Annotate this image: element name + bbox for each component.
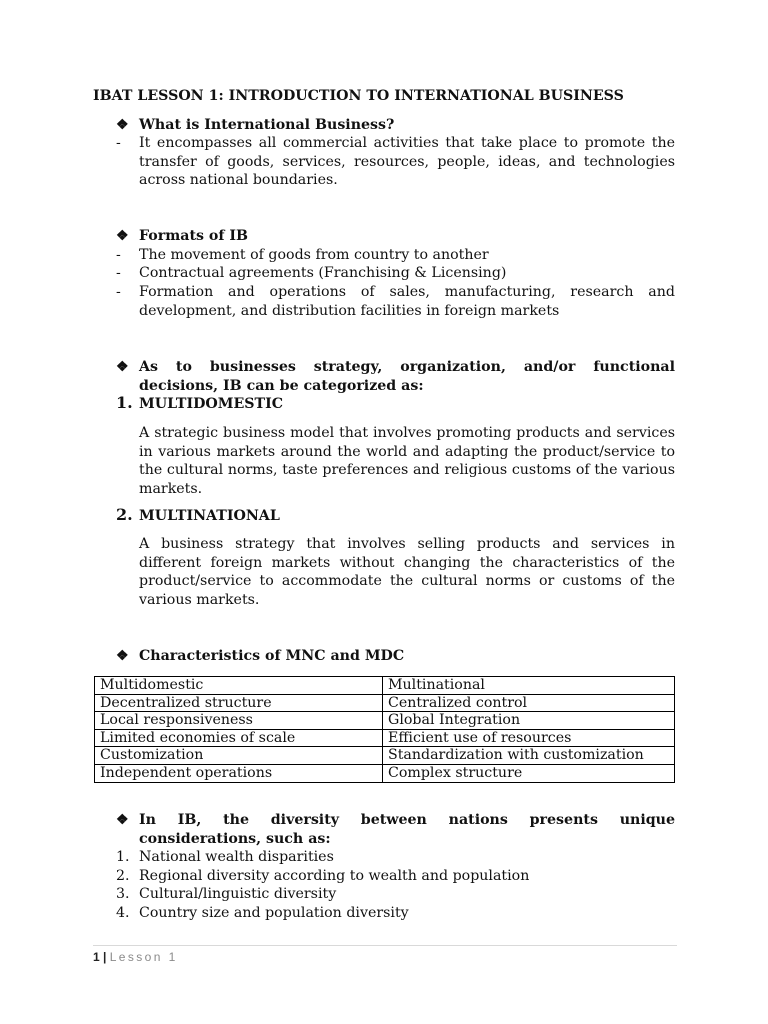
- category-heading-multinational: [116, 507, 675, 526]
- heading-text: In IB, the diversity between nations presents unique considerations, such as:: [139, 812, 675, 847]
- list-item-text: It encompasses all commercial activities that take place to promote the transfer of goods, services, resources, people, ideas, and technologies across national boundaries.: [139, 135, 675, 188]
- category-description: A strategic business model that involves promoting products and services in various markets around the world and adapting the product/service to the cultural norms, taste preferences and religious customs of the various markets.: [139, 425, 675, 497]
- diamond-bullet-icon: ❖: [116, 228, 129, 244]
- heading-text: What is International Business?: [139, 117, 395, 133]
- diamond-bullet-icon: ❖: [116, 648, 129, 664]
- table-cell: Centralized control: [383, 694, 675, 712]
- document-title: IBAT LESSON 1: INTRODUCTION TO INTERNATIONAL BUSINESS: [93, 88, 624, 104]
- characteristics-table: [94, 676, 675, 783]
- footer-separator: |: [103, 950, 107, 964]
- diamond-bullet-icon: ❖: [116, 117, 129, 133]
- section-heading-strategy: [116, 358, 675, 395]
- table-cell: Local responsiveness: [95, 712, 383, 730]
- section-heading-what-is-ib: [116, 116, 675, 135]
- list-item: [116, 867, 675, 886]
- heading-text: Characteristics of MNC and MDC: [139, 648, 405, 664]
- list-item-text: Formation and operations of sales, manufacturing, research and development, and distribution facilities in foreign markets: [139, 284, 675, 319]
- section-heading-diversity: [116, 811, 675, 848]
- list-number: 4.: [116, 904, 130, 921]
- table-row: [95, 747, 675, 765]
- category-name: MULTIDOMESTIC: [139, 396, 284, 412]
- page-number: 1: [93, 950, 100, 964]
- page-footer: [93, 948, 178, 967]
- diversity-list: [116, 848, 675, 922]
- section-heading-formats: [116, 227, 675, 246]
- list-item: [116, 848, 675, 867]
- table-cell: Global Integration: [383, 712, 675, 730]
- dash-bullet: -: [116, 284, 121, 300]
- table-cell: Decentralized structure: [95, 694, 383, 712]
- heading-text: As to businesses strategy, organization, and/or functional decisions, IB can be categorized as:: [139, 359, 675, 394]
- table-cell: Multidomestic: [95, 677, 383, 695]
- category-number: 1.: [116, 393, 133, 412]
- heading-text: Formats of IB: [139, 228, 249, 244]
- list-item: [116, 904, 675, 923]
- dash-bullet: -: [116, 247, 121, 263]
- table-row: [95, 694, 675, 712]
- table-cell: Customization: [95, 747, 383, 765]
- list-number: 1.: [116, 849, 130, 865]
- table-row: [95, 764, 675, 782]
- dash-bullet: -: [116, 265, 121, 281]
- list-item: [116, 264, 675, 283]
- list-item: [116, 246, 675, 265]
- list-number: 3.: [116, 886, 130, 902]
- list-item-text: The movement of goods from country to another: [139, 247, 489, 263]
- dash-bullet: -: [116, 135, 121, 151]
- table-cell: Independent operations: [95, 764, 383, 782]
- list-item: [116, 283, 675, 320]
- table-row: [95, 729, 675, 747]
- diamond-bullet-icon: ❖: [116, 812, 129, 828]
- table-cell: Standardization with customization: [383, 747, 675, 765]
- category-name: MULTINATIONAL: [139, 508, 280, 524]
- table-cell: Complex structure: [383, 764, 675, 782]
- list-item-text: Country size and population diversity: [139, 904, 409, 921]
- list-item-text: Regional diversity according to wealth and population: [139, 867, 530, 884]
- list-number: 2.: [116, 867, 130, 884]
- footer-label: Lesson 1: [109, 950, 178, 964]
- list-item-text: Contractual agreements (Franchising & Licensing): [139, 265, 507, 281]
- category-description: A business strategy that involves selling products and services in different foreign markets without changing the characteristics of the product/service to accommodate the cultural norms or customs of the various markets.: [139, 536, 675, 608]
- diamond-bullet-icon: ❖: [116, 359, 129, 375]
- table-cell: Multinational: [383, 677, 675, 695]
- table-row: [95, 712, 675, 730]
- category-heading-multidomestic: [116, 395, 675, 414]
- section-heading-characteristics: [116, 647, 675, 666]
- list-item-text: Cultural/linguistic diversity: [139, 886, 337, 902]
- footer-divider: [93, 945, 677, 946]
- list-item: [116, 885, 675, 904]
- table-cell: Efficient use of resources: [383, 729, 675, 747]
- list-item: [116, 134, 675, 190]
- list-item-text: National wealth disparities: [139, 849, 334, 865]
- table-cell: Limited economies of scale: [95, 729, 383, 747]
- category-number: 2.: [116, 505, 133, 524]
- table-row: [95, 677, 675, 695]
